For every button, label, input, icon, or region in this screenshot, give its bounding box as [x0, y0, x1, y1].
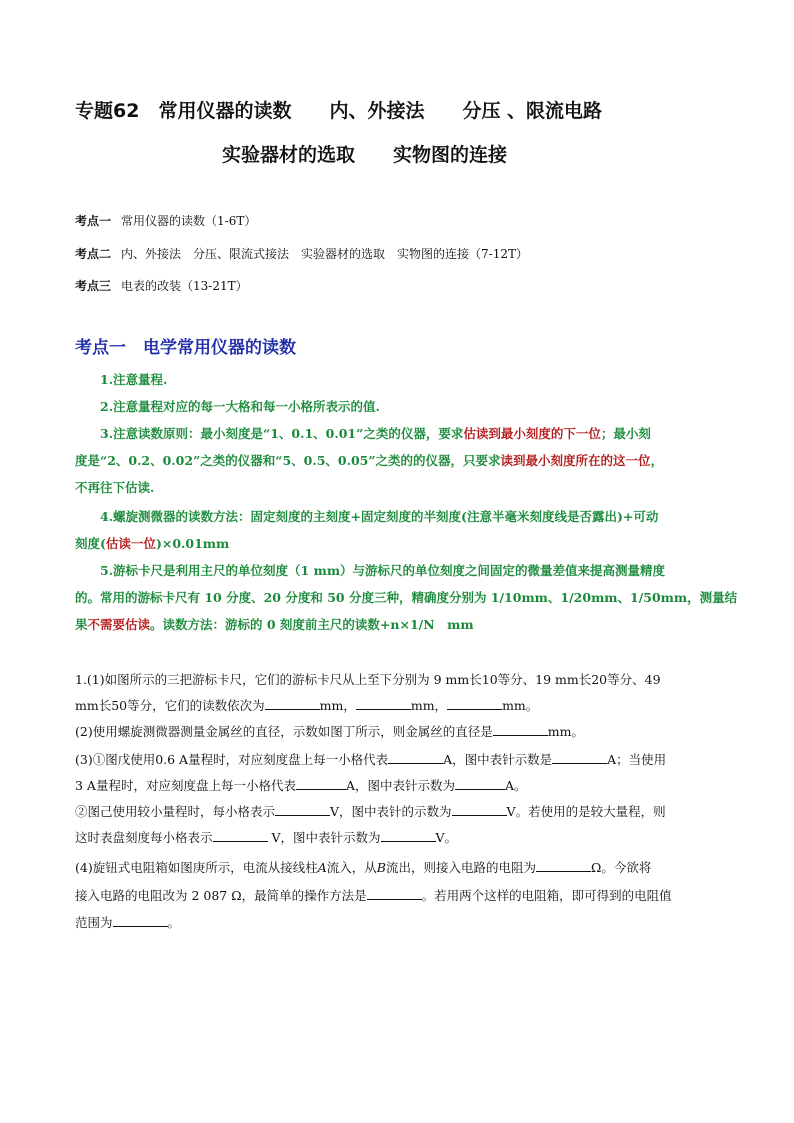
- question-text: V，图中表针的示数为: [330, 804, 452, 819]
- question-text: 这时表盘刻度每小格表示: [75, 830, 213, 845]
- question-1-part3-line3: [75, 802, 666, 820]
- question-text: V。若使用的是较大量程，则: [506, 804, 666, 819]
- question-text: ②图己使用较小量程时，每小格表示: [75, 804, 276, 819]
- section-heading: 考点一 电学常用仪器的读数: [75, 338, 296, 358]
- tip-text: 刻度(: [75, 536, 106, 551]
- question-text: (2)使用螺旋测微器测量金属丝的直径，示数如图丁所示，则金属丝的直径是: [75, 724, 493, 739]
- question-1-part4-line2: [75, 886, 672, 904]
- terminal-b-label: B: [376, 860, 386, 875]
- toc-text: 内、外接法 分压、限流式接法 实验器材的选取 实物图的连接（7-12T）: [121, 247, 528, 261]
- question-text: 流出，则接入电路的电阻为: [385, 860, 536, 875]
- question-1-part3-line1: [75, 750, 666, 768]
- question-text: 范围为: [75, 915, 113, 930]
- question-text: (3)①图戊使用0.6 A量程时，对应刻度盘上每一小格代表: [75, 752, 389, 767]
- question-1-part3-line4: [75, 828, 457, 846]
- tip-highlight: 不需要估读: [87, 617, 151, 632]
- tip-text: ；最小刻: [600, 426, 651, 441]
- answer-blank[interactable]: [296, 777, 346, 790]
- toc-item-2: [75, 245, 528, 262]
- tip-text: )×0.01mm: [155, 536, 230, 551]
- question-text: 3 A量程时，对应刻度盘上每一小格代表: [75, 778, 296, 793]
- toc-item-3: [75, 277, 248, 294]
- tip-text: 果: [75, 617, 88, 632]
- tip-4-line1: 4.螺旋测微器的读数方法：固定刻度的主刻度+固定刻度的半刻度(注意半毫米刻度线是否露出)+可动: [100, 509, 659, 524]
- question-text: V，图中表针示数为: [267, 830, 381, 845]
- answer-blank[interactable]: [388, 751, 443, 764]
- page-title-line2: 实验器材的选取 实物图的连接: [222, 144, 508, 166]
- toc-label: 考点一: [75, 214, 112, 228]
- tip-1: 1.注意量程.: [100, 372, 168, 387]
- question-1-part4-line3: [75, 913, 180, 931]
- question-1-part2: [75, 722, 584, 740]
- tip-highlight: 读到最小刻度所在的这一位: [500, 453, 651, 468]
- unit-text: mm，: [319, 698, 356, 713]
- tip-3-line3: 不再往下估读.: [75, 480, 155, 495]
- question-text: 接入电路的电阻改为 2 087 Ω，最简单的操作方法是: [75, 888, 367, 903]
- question-text: 流入，从: [326, 860, 377, 875]
- question-text: mm长50等分，它们的读数依次为: [75, 698, 265, 713]
- toc-item-1: [75, 212, 256, 229]
- answer-blank[interactable]: [265, 697, 320, 710]
- tip-5-line2: 的。常用的游标卡尺有 10 分度、20 分度和 50 分度三种，精确度分别为 1/10mm、1/20mm、1/50mm，测量结: [75, 590, 738, 605]
- tip-text: 度是“2、0.2、0.02”之类的仪器和“5、0.5、0.05”之类的的仪器，只要求: [75, 453, 501, 468]
- question-text: A，图中表针示数是: [443, 752, 553, 767]
- tip-3-line2: [75, 451, 663, 469]
- answer-blank[interactable]: [275, 803, 330, 816]
- question-1-part3-line2: [75, 776, 527, 794]
- tip-text: 。读数方法：游标的 0 刻度前主尺的读数+n×1/N mm: [150, 617, 474, 632]
- unit-text: mm。: [547, 724, 584, 739]
- tip-text: ，: [650, 453, 664, 468]
- question-1-part4-line1: [75, 858, 651, 876]
- answer-blank[interactable]: [452, 803, 507, 816]
- question-text: 。若用两个这样的电阻箱，即可得到的电阻值: [421, 888, 672, 903]
- toc-text: 电表的改装（13-21T）: [121, 279, 248, 293]
- tip-highlight: 估读一位: [105, 536, 156, 551]
- question-text: V。: [435, 830, 458, 845]
- answer-blank[interactable]: [552, 751, 607, 764]
- question-text: Ω。今欲将: [590, 860, 652, 875]
- question-1-line1: 1.(1)如图所示的三把游标卡尺，它们的游标卡尺从上至下分别为 9 mm长10等分、19 mm长20等分、49: [75, 672, 661, 687]
- unit-text: mm，: [410, 698, 448, 713]
- question-text: A。: [505, 778, 527, 793]
- question-text: 。: [167, 915, 181, 930]
- toc-label: 考点二: [75, 247, 112, 261]
- question-1-line2: [75, 696, 538, 714]
- question-text: (4)旋钮式电阻箱如图庚所示，电流从接线柱: [75, 860, 318, 875]
- tip-text: 3.注意读数原则：最小刻度是“1、0.1、0.01”之类的仪器，要求: [100, 426, 464, 441]
- page-title-line1: 专题62 常用仪器的读数 内、外接法 分压 、限流电路: [75, 100, 603, 122]
- tip-5-line1: 5.游标卡尺是利用主尺的单位刻度（1 mm）与游标尺的单位刻度之间固定的微量差值来提高测量精度: [100, 563, 666, 578]
- answer-blank[interactable]: [213, 829, 268, 842]
- answer-blank[interactable]: [356, 697, 411, 710]
- answer-blank[interactable]: [493, 723, 548, 736]
- answer-blank[interactable]: [381, 829, 436, 842]
- answer-blank[interactable]: [113, 914, 168, 927]
- toc-text: 常用仪器的读数（1-6T）: [121, 214, 257, 228]
- question-text: A；当使用: [607, 752, 667, 767]
- tip-2: 2.注意量程对应的每一大格和每一小格所表示的值.: [100, 399, 380, 414]
- terminal-a-label: A: [317, 860, 327, 875]
- unit-text: mm。: [502, 698, 539, 713]
- toc-label: 考点三: [75, 279, 112, 293]
- answer-blank[interactable]: [536, 859, 591, 872]
- answer-blank[interactable]: [367, 887, 422, 900]
- answer-blank[interactable]: [447, 697, 502, 710]
- tip-highlight: 估读到最小刻度的下一位: [463, 426, 601, 441]
- tip-3-line1: [100, 424, 651, 442]
- tip-4-line2: [75, 534, 229, 552]
- answer-blank[interactable]: [455, 777, 505, 790]
- question-text: A，图中表针示数为: [345, 778, 455, 793]
- tip-5-line3: [75, 615, 474, 633]
